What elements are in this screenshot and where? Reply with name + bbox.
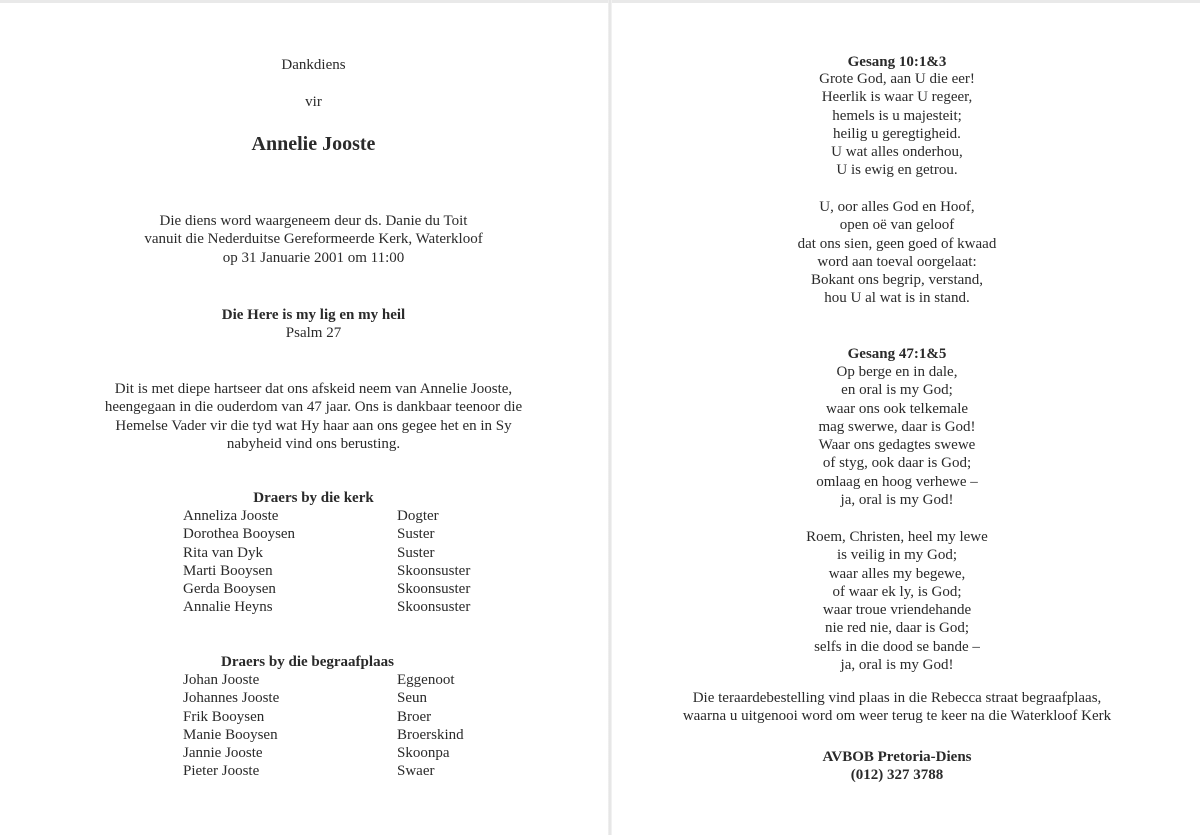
bearer-relation: Broerskind — [397, 726, 464, 743]
burial-info-line: Die teraardebestelling vind plaas in die Rebecca straat begraafplaas, — [692, 690, 1102, 706]
hymn-line: Roem, Christen, heel my lewe — [806, 529, 988, 545]
church-bearers-title: Draers by die kerk — [253, 490, 374, 506]
hymn-line: en oral is my God; — [841, 382, 953, 399]
message-line: heengegaan in die ouderdom van 47 jaar. Ons is dankbaar teenoor die — [104, 399, 523, 416]
bearer-relation: Skoonsuster — [397, 599, 471, 616]
bearer-name: Rita van Dyk — [183, 544, 263, 561]
bearer-name: Johannes Jooste — [183, 690, 280, 707]
undertaker-phone: (012) 327 3788 — [850, 767, 944, 783]
service-info — [0, 212, 627, 267]
bearer-name: Anneliza Jooste — [183, 508, 279, 524]
bearer-relation: Suster — [397, 544, 435, 561]
hymn-line: Waar ons gedagtes swewe — [818, 437, 976, 454]
church-bearers-relations — [397, 507, 470, 617]
service-info-line: vanuit die Nederduitse Gereformeerde Kerk, Waterkloof — [144, 231, 483, 248]
bearer-relation: Broer — [397, 708, 432, 725]
hymn-line: dat ons sien, geen goed of kwaad — [797, 235, 997, 252]
hymn-line: is veilig in my God; — [837, 547, 957, 564]
hymn-line: waar troue vriendehande — [822, 602, 972, 619]
hymn-line: U wat alles onderhou, — [831, 144, 963, 161]
service-info-line: Die diens word waargeneem deur ds. Danie du Toit — [159, 213, 468, 229]
hymn-line: ja, oral is my God! — [840, 492, 954, 509]
hymn-line: hou U al wat is in stand. — [824, 290, 970, 307]
hymn-line: Bokant ons begrip, verstand, — [810, 272, 984, 289]
scripture-ref: Psalm 27 — [285, 325, 342, 341]
bearer-name: Annalie Heyns — [183, 599, 273, 616]
bearer-relation: Seun — [397, 690, 427, 707]
cemetery-bearers-relations — [397, 671, 464, 781]
message — [0, 380, 627, 453]
message-line: Hemelse Vader vir die tyd wat Hy haar aan ons gegee het en in Sy — [115, 417, 512, 434]
bearer-relation: Swaer — [397, 763, 435, 780]
header-line1: Dankdiens — [281, 57, 346, 73]
hymn-line: open oë van geloof — [839, 217, 955, 234]
hymn-line: U is ewig en getrou. — [836, 162, 958, 179]
deceased-name: Annelie Jooste — [251, 133, 376, 155]
bearer-name: Marti Booysen — [183, 562, 273, 579]
hymn1-verse2 — [612, 198, 1182, 308]
bearer-relation: Skoonpa — [397, 745, 450, 762]
cemetery-bearers-title: Draers by die begraafplaas — [221, 654, 394, 670]
hymn-line: waar ons ook telkemale — [825, 400, 969, 417]
message-line: Dit is met diepe hartseer dat ons afskeid neem van Annelie Jooste, — [114, 381, 513, 397]
bearer-relation: Skoonsuster — [397, 562, 471, 579]
bearer-relation: Suster — [397, 526, 435, 543]
hymn-line: nie red nie, daar is God; — [824, 620, 970, 637]
bearer-name: Gerda Booysen — [183, 581, 276, 598]
bearer-name: Frik Booysen — [183, 708, 265, 725]
hymn1-title: Gesang 10:1&3 — [847, 54, 947, 70]
hymn2-verse1 — [612, 363, 1182, 509]
bearer-name: Dorothea Booysen — [183, 526, 296, 543]
bearer-name: Manie Booysen — [183, 726, 278, 743]
hymn-line: selfs in die dood se bande – — [814, 638, 980, 655]
hymn-line: heilig u geregtigheid. — [833, 125, 961, 142]
hymn-line: ja, oral is my God! — [840, 657, 954, 674]
hymn-line: hemels is u majesteit; — [832, 107, 962, 124]
hymn-line: word aan toeval oorgelaat: — [817, 253, 977, 270]
hymn-line: waar alles my begewe, — [828, 565, 966, 582]
cemetery-bearers-names — [183, 671, 279, 781]
bearer-name: Jannie Jooste — [183, 745, 263, 762]
hymn2-title: Gesang 47:1&5 — [847, 346, 947, 362]
hymn2-verse2 — [612, 528, 1182, 674]
header-line2: vir — [305, 94, 322, 110]
hymn-line: of waar ek ly, is God; — [832, 583, 962, 600]
bearer-name: Johan Jooste — [183, 672, 260, 688]
burial-info — [612, 689, 1182, 726]
bearer-relation: Eggenoot — [397, 672, 455, 688]
service-info-line: op 31 Januarie 2001 om 11:00 — [222, 249, 405, 266]
message-line: nabyheid vind ons berusting. — [226, 435, 401, 452]
hymn-line: Op berge en in dale, — [836, 364, 958, 380]
bearer-name: Pieter Jooste — [183, 763, 260, 780]
hymn-line: Heerlik is waar U regeer, — [821, 89, 973, 106]
hymn-line: mag swerwe, daar is God! — [818, 418, 976, 435]
hymn1-verse1 — [612, 70, 1182, 180]
hymn-line: of styg, ook daar is God; — [822, 455, 972, 472]
right-page — [612, 0, 1200, 835]
scripture-title: Die Here is my lig en my heil — [221, 307, 406, 323]
undertaker-name: AVBOB Pretoria-Diens — [822, 749, 972, 765]
hymn-line: U, oor alles God en Hoof, — [819, 199, 975, 215]
hymn-line: Grote God, aan U die eer! — [819, 71, 975, 87]
hymn-line: omlaag en hoog verhewe – — [816, 473, 978, 490]
church-bearers-names — [183, 507, 295, 617]
bearer-relation: Skoonsuster — [397, 581, 471, 598]
burial-info-line: waarna u uitgenooi word om weer terug te keer na die Waterkloof Kerk — [682, 708, 1112, 725]
bearer-relation: Dogter — [397, 508, 439, 524]
